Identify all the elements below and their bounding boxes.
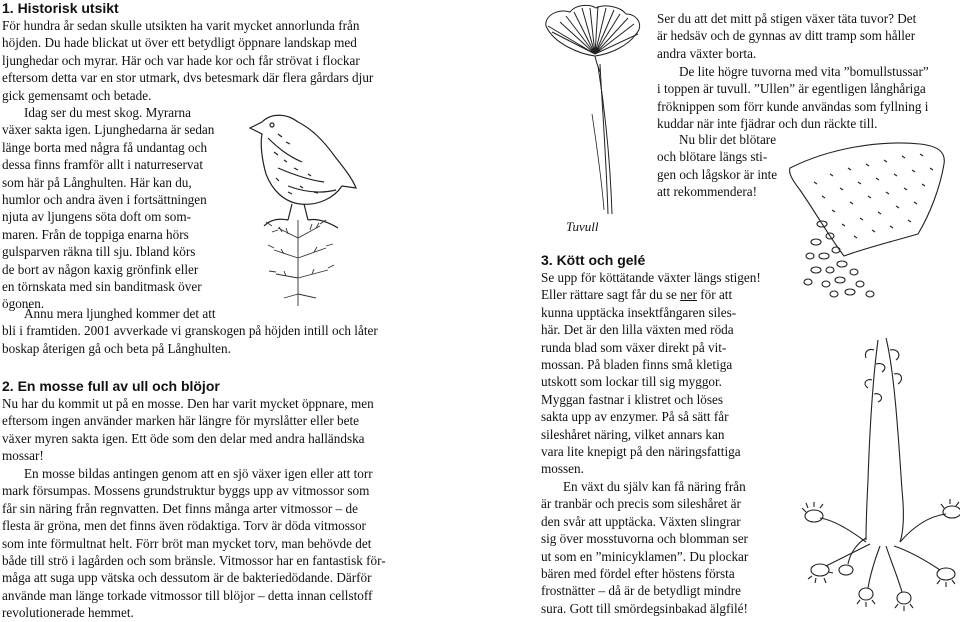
text-line: höjden. Du hade blickat ut över ett betydligt öppnare landskap med — [2, 35, 357, 51]
text-line: revolutionerade hemmet. — [2, 605, 134, 621]
text-line: Se upp för köttätande växter längs stigen! — [541, 270, 761, 285]
text-line: växer sakta igen. Ljunghedarna är sedan — [2, 122, 215, 138]
text-line: måga att suga upp vätska och dessutom är de bakteriedödande. Därför — [2, 570, 372, 586]
text-line: En mosse bildas antingen genom att en sjö växer igen eller att torr — [24, 466, 373, 481]
text-line: flesta är gröna, men det finns även rödaktiga. Torv är döda vitmossor — [2, 518, 366, 534]
section-2-paragraph-1 — [2, 395, 374, 465]
text-line: de bort av någon kaxig grönfink eller — [2, 261, 199, 277]
right-paragraph-1 — [657, 10, 916, 62]
text-line: som inte förmultnat helt. Förr bröt man mycket torv, man behövde det — [2, 535, 372, 551]
text-line: humlor och andra även i fortsättningen — [2, 192, 207, 208]
text-line: De lite högre tuvorna med vita ”bomullstussar” — [679, 64, 929, 79]
text-line: är tranbär och precis som sileshåret är — [541, 496, 741, 512]
text-line: dessa finns framför allt i naturreservat — [2, 157, 204, 173]
text-line: bli i framtiden. 2001 avverkade vi granskogen på höjden intill och låter — [2, 323, 378, 339]
right-paragraph-2 — [657, 63, 929, 133]
text-line: och blötare längs sti- — [657, 149, 768, 165]
section-1-paragraph-3 — [2, 305, 378, 357]
text-line: att rekommendera! — [657, 184, 757, 200]
text-line: För hundra år sedan skulle utsikten ha varit mycket annorlunda från — [2, 18, 360, 33]
section-1-paragraph-1 — [2, 17, 373, 104]
text-line: gick gemensamt och betade. — [2, 87, 152, 103]
text-line: sura. Gott till smördegsinbakad älgfilé! — [541, 600, 748, 616]
text-line: Nu blir det blötare — [679, 132, 777, 147]
text-line: eftersom detta var en stor utmark, dvs betesmark där flera gårdars djur — [2, 70, 374, 86]
sundew-illustration — [790, 330, 960, 610]
text-line: både till strö i lagården och som bränsle. Vitmossor har en fantastisk för- — [2, 553, 386, 569]
text-line: maren. Från de toppiga enarna hörs — [2, 226, 189, 242]
right-paragraph-3 — [657, 131, 777, 201]
section-3-paragraph-2 — [541, 478, 748, 617]
text-line: mossar! — [2, 448, 44, 464]
text-line: mark försumpas. Mossens grundstruktur byggs upp av vitmossor som — [2, 483, 370, 499]
section-1-heading: 1. Historisk utsikt — [2, 0, 119, 16]
text-line: får sin näring från regnvatten. Det finns många arter vitmossor – de — [2, 500, 358, 516]
section-2-heading: 2. En mosse full av ull och blöjor — [2, 378, 220, 394]
text-line: växer myren sakta igen. Ett öde som den delar med andra halländska — [2, 430, 365, 446]
text-span: för att — [696, 287, 733, 303]
text-line: använde man länge torkade vitmossor till blöjor – detta innan cellstoff — [2, 587, 373, 603]
text-line: ögonen. — [2, 296, 45, 312]
section-3-heading: 3. Kött och gelé — [541, 252, 646, 268]
text-line: eftersom ingen använder marken här längre för myrslåtter eller bete — [2, 413, 359, 429]
text-line: utskott som lockar till sig myggor. — [541, 374, 722, 390]
text-line: andra växter borta. — [657, 45, 757, 61]
cottongrass-illustration — [540, 4, 650, 219]
text-line: gulsparven räkna till sju. Ibland körs — [2, 244, 196, 260]
text-line: kunna upptäcka insektfångaren siles- — [541, 304, 737, 320]
text-line: i toppen är tuvull. ”Ullen” är egentligen långhåriga — [657, 81, 926, 97]
figure-caption: Tuvull — [566, 219, 599, 234]
text-line: frostnätter – då är de betydligt mindre — [541, 583, 741, 599]
text-line: njuta av ljungens söta doft om som- — [2, 209, 191, 225]
text-line: bären med fördel efter höstens första — [541, 566, 735, 582]
text-line: Ännu mera ljunghed kommer det att — [24, 306, 216, 321]
section-3-paragraph-1 — [541, 269, 761, 478]
text-line: Ser du att det mitt på stigen växer täta tuvor? Det — [657, 11, 917, 26]
text-line: sig över mosstuvorna och blomman ser — [541, 531, 748, 547]
text-line: här. Det är den lilla växten med röda — [541, 322, 734, 338]
section-2-paragraph-2 — [2, 465, 386, 622]
text-line: en törnskata med sin banditmask över — [2, 279, 202, 295]
text-line: runda blad som växer direkt på vit- — [541, 339, 727, 355]
text-line: Myggan fastnar i klistret och löses — [541, 391, 724, 407]
text-line: En växt du själv kan få näring från — [563, 479, 746, 494]
text-line: länge borta med några få undantag och — [2, 139, 208, 155]
text-line: boskap återigen gå och beta på Långhulten. — [2, 340, 231, 356]
text-line: är hedsäv och de gynnas av ditt tramp som håller — [657, 28, 916, 44]
bird-illustration — [248, 108, 358, 308]
text-line: sileshåret näring, vilket annars kan — [541, 426, 725, 442]
text-line: kuddar när inte fjädrar och dun räckte till. — [657, 116, 878, 132]
text-line: sakta upp av enzymer. På så sätt får — [541, 409, 729, 425]
text-line: vara lite knepigt på den näringsfattiga — [541, 444, 741, 460]
text-line: mossan. På bladen finns små kletiga — [541, 357, 733, 373]
section-1-paragraph-2 — [2, 104, 214, 313]
text-line: Idag ser du mest skog. Myrarna — [24, 105, 192, 120]
text-line: ljunghedar och myrar. Här och var hade kor och får strövat i flockar — [2, 52, 360, 68]
text-line: mossen. — [541, 461, 584, 477]
pillow-illustration — [770, 138, 958, 298]
text-line: Nu har du kommit ut på en mosse. Den har varit mycket öppnare, men — [2, 396, 374, 411]
text-line: gen och lågskor är inte — [657, 166, 778, 182]
text-span: Eller rättare sagt får du se — [541, 287, 681, 303]
underlined-word: ner — [680, 287, 697, 303]
text-line: fröknippen som förr kunde användas som fyllning i — [657, 98, 929, 114]
text-line: som här på Långhulten. Här kan du, — [2, 174, 192, 190]
text-line-underline — [541, 286, 761, 303]
text-line: ut som en ”minicyklamen”. Du plockar — [541, 548, 749, 564]
text-line: den svår att upptäcka. Växten slingrar — [541, 513, 741, 529]
